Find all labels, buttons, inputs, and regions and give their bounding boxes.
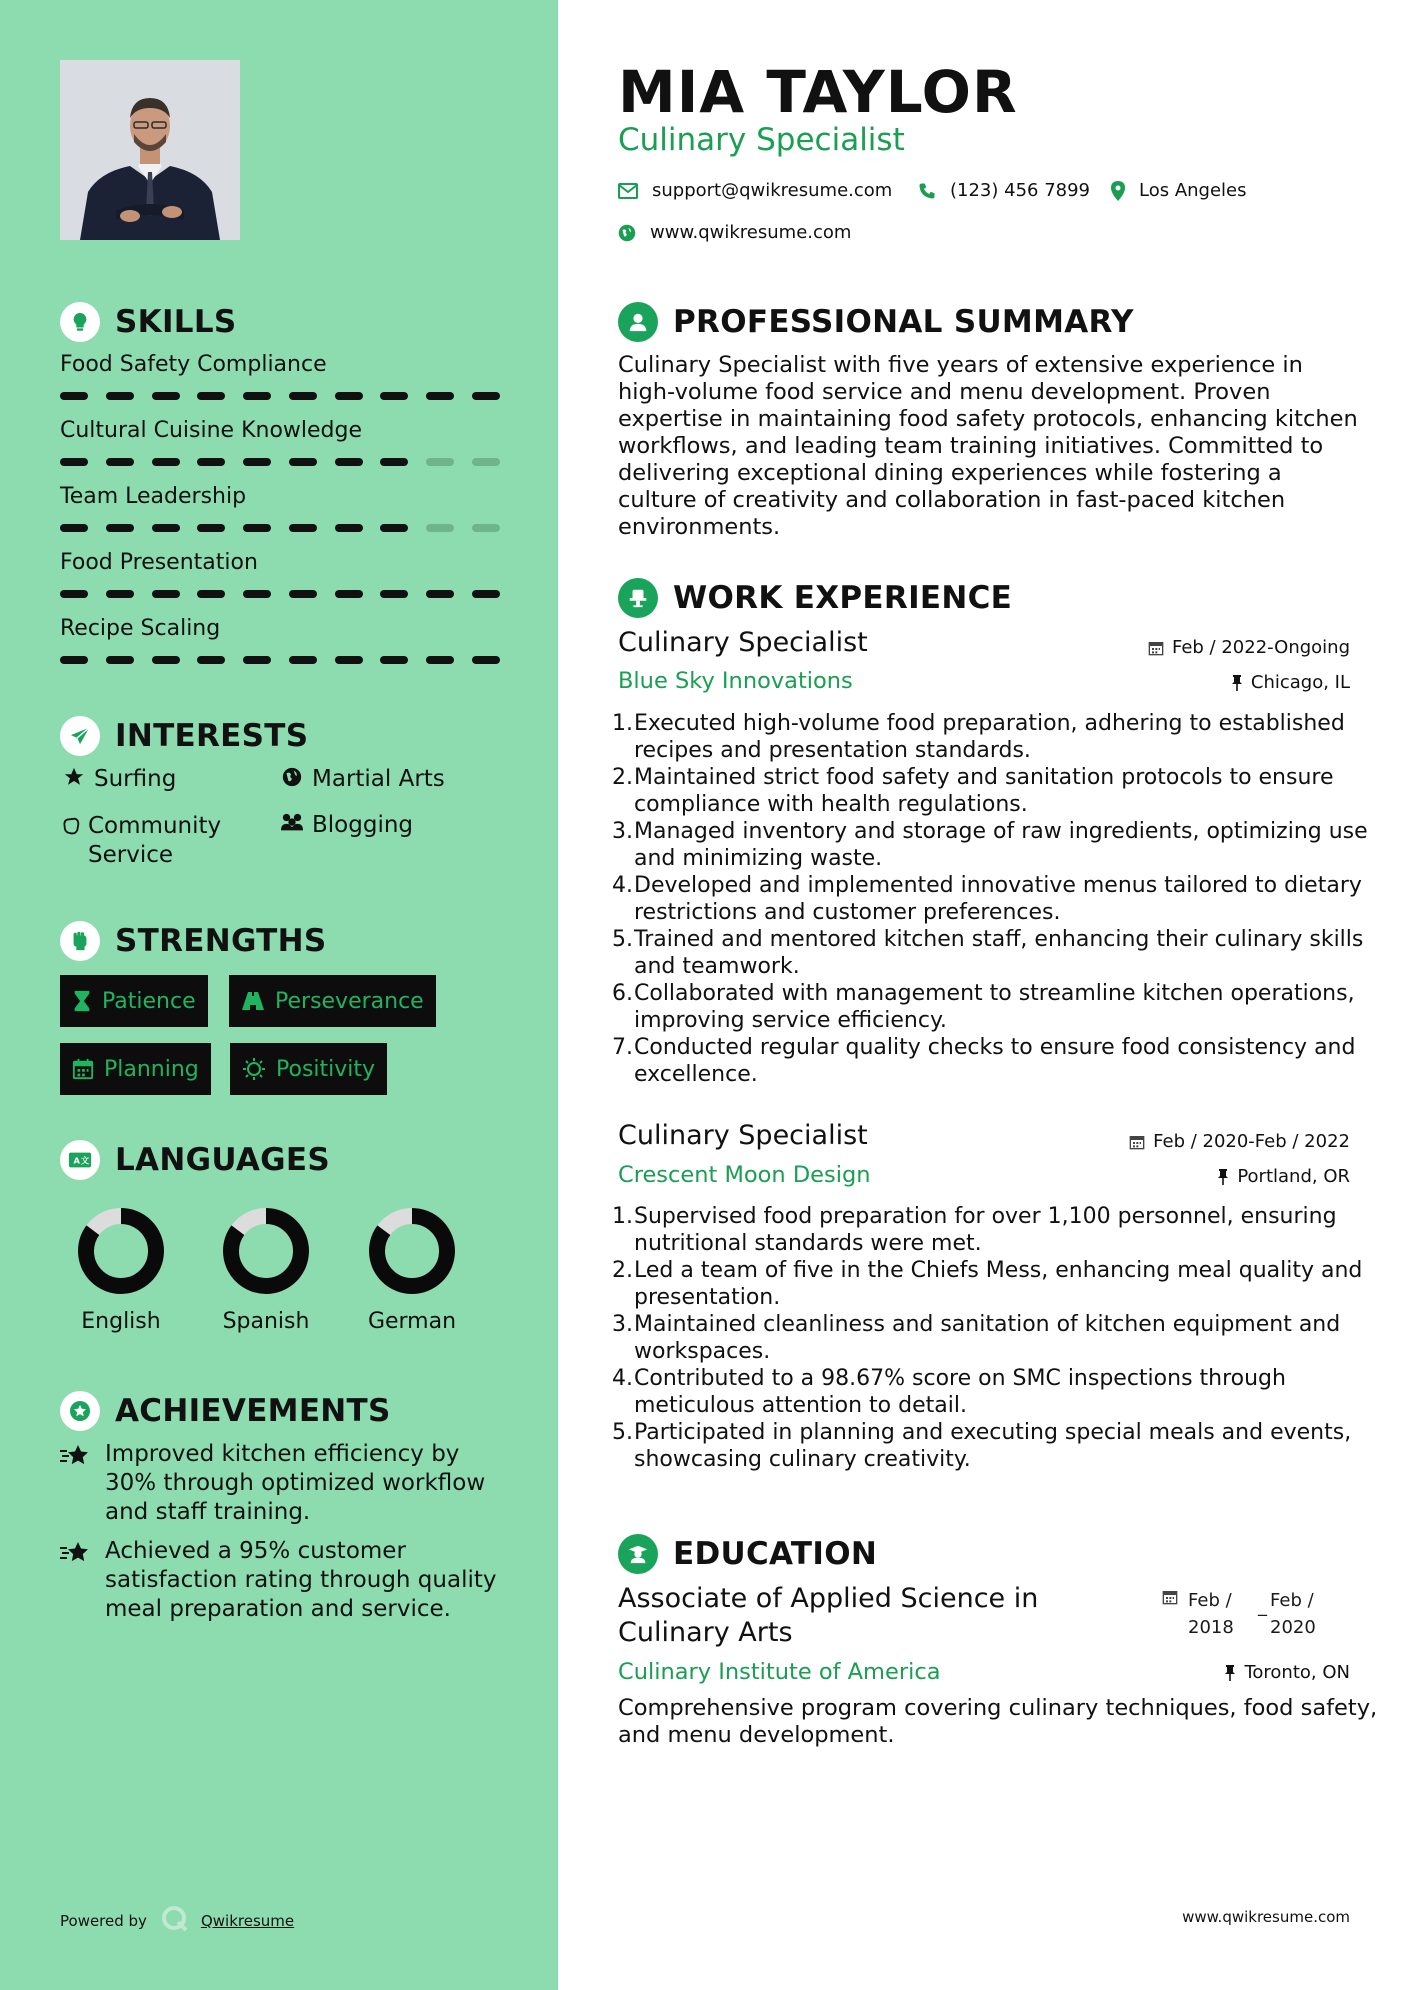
job-location [1231,672,1350,693]
strength-label: Perseverance [275,988,424,1014]
job-dates-text: Feb / 2020-Feb / 2022 [1153,1131,1350,1152]
date-separator: _ [1258,1596,1267,1617]
briefcase-icon [618,578,658,618]
candidate-name: MIA TAYLOR [618,58,1018,126]
skill-dash-filled [289,458,317,466]
strength-label: Planning [104,1056,199,1082]
skill-dash-filled [197,458,225,466]
achievements-heading [60,1391,391,1431]
job-location-text: Chicago, IL [1250,672,1350,693]
education-start [1188,1587,1234,1641]
duty-text: Led a team of five in the Chiefs Mess, enhancing meal quality and presentation. [634,1258,1363,1310]
skill-dash-filled [289,590,317,598]
education-end [1270,1587,1316,1641]
duty-text: Developed and implemented innovative menus tailored to dietary restrictions and customer preferences. [634,873,1362,925]
duty-text: Managed inventory and storage of raw ingredients, optimizing use and minimizing waste. [634,819,1368,871]
achievement-item [60,1537,500,1624]
skill-dash-empty [472,524,500,532]
skill-dash-filled [60,392,88,400]
skill-dash-filled [243,458,271,466]
qwikresume-logo-icon [161,1905,189,1937]
email-text[interactable]: support@qwikresume.com [652,180,893,201]
summary-title: PROFESSIONAL SUMMARY [673,304,1134,340]
duty-text: Collaborated with management to streamline kitchen operations, improving service efficiency. [634,981,1355,1033]
duty-item [612,710,1378,764]
education-title: EDUCATION [673,1536,878,1572]
strengths-title: STRENGTHS [115,923,327,959]
skill-dash-empty [426,524,454,532]
skill-dash-filled [152,656,180,664]
language-label: English [81,1309,161,1334]
candidate-title: Culinary Specialist [618,122,905,158]
skill-dash-filled [335,392,363,400]
globe-icon [618,224,636,242]
achievement-item [60,1440,500,1527]
skill-dash-filled [472,656,500,664]
skill-dash-filled [472,392,500,400]
summary-heading [618,302,1134,342]
skill-dash-filled [197,392,225,400]
languages-title: LANGUAGES [115,1142,330,1178]
calendar-icon [1162,1589,1178,1609]
profile-photo [60,60,240,240]
job-duties [612,710,1378,1088]
language-label: German [367,1309,457,1334]
job-location [1217,1166,1350,1187]
fist-icon [60,921,100,961]
company-name: Blue Sky Innovations [618,668,853,694]
duty-text: Participated in planning and executing special meals and events, showcasing culinary creativity. [634,1420,1352,1472]
degree-title: Associate of Applied Science in Culinary Arts [618,1583,1039,1648]
skill-dash-filled [289,656,317,664]
skill-dash-filled [472,590,500,598]
globe-icon [278,766,306,788]
duty-number: 1. [612,1204,633,1229]
paper-plane-icon [60,716,100,756]
duty-item [612,1311,1378,1365]
duty-number: 3. [612,1312,633,1337]
contact-location [1111,180,1247,201]
website-text[interactable]: www.qwikresume.com [650,222,852,243]
skill-dash-filled [426,590,454,598]
skill-dash-filled [152,524,180,532]
duty-text: Contributed to a 98.67% score on SMC inspections through meticulous attention to detail. [634,1366,1286,1418]
skill-dash-filled [289,524,317,532]
qwikresume-link[interactable]: Qwikresume [200,1912,295,1930]
job-dates [1129,1131,1350,1152]
job-duties [612,1203,1378,1473]
skill-dash-filled [106,392,134,400]
end-year: 2020 [1270,1617,1316,1638]
interest-item [278,812,413,838]
duty-number: 2. [612,765,633,790]
road-icon [241,991,265,1011]
skill-dash-empty [426,458,454,466]
duty-item [612,872,1378,926]
interest-item [60,766,176,792]
skill-dash-filled [106,590,134,598]
graduate-icon [618,1534,658,1574]
skill-dash-filled [380,656,408,664]
strength-tag [230,1043,387,1095]
strength-tag [60,975,208,1027]
award-icon [60,1391,100,1431]
duty-number: 5. [612,927,633,952]
skill-meter [60,590,500,598]
skill-dash-filled [197,524,225,532]
interest-label: Community Service [88,813,222,868]
achievement-text: Achieved a 95% customer satisfaction rating through quality meal preparation and service. [105,1538,497,1622]
powered-by-label: Powered by [60,1912,147,1930]
interests-title: INTERESTS [115,718,309,754]
skill-meter [60,458,500,466]
duty-item [612,1419,1378,1473]
strength-tag [229,975,436,1027]
strength-label: Patience [102,988,196,1014]
calendar-icon [1148,640,1164,656]
skill-meter [60,392,500,400]
phone-text: (123) 456 7899 [950,180,1091,201]
education-heading [618,1534,877,1574]
duty-item [612,1203,1378,1257]
experience-heading [618,578,1012,618]
interest-item [60,812,260,870]
skill-dash-filled [380,590,408,598]
achievement-text: Improved kitchen efficiency by 30% through optimized workflow and staff training. [105,1441,486,1525]
duty-number: 6. [612,981,633,1006]
star-badge-icon [60,1537,105,1624]
skill-dash-filled [335,656,363,664]
interest-label: Surfing [94,766,177,792]
sun-icon [242,1057,266,1081]
duty-item [612,1257,1378,1311]
end-month: Feb / [1270,1590,1314,1611]
job-title: Culinary Specialist [618,1120,868,1151]
start-year: 2018 [1188,1617,1234,1638]
footer-url[interactable]: www.qwikresume.com [1182,1908,1350,1926]
interest-item [278,766,445,792]
powered-by [60,1905,294,1937]
duty-number: 7. [612,1035,633,1060]
hand-icon [60,812,82,837]
duty-number: 2. [612,1258,633,1283]
duty-text: Supervised food preparation for over 1,100 personnel, ensuring nutritional standards were met. [634,1204,1337,1256]
start-month: Feb / [1188,1590,1232,1611]
education-location [1224,1662,1350,1683]
skill-dash-filled [106,524,134,532]
duty-item [612,764,1378,818]
duty-item [612,818,1378,872]
skill-dash-filled [152,392,180,400]
skill-dash-filled [152,458,180,466]
skill-label: Recipe Scaling [60,616,221,641]
sidebar [0,0,558,1990]
strengths-heading [60,921,326,961]
skill-meter [60,656,500,664]
skill-dash-filled [335,524,363,532]
duty-item [612,926,1378,980]
skill-dash-filled [243,656,271,664]
duty-number: 5. [612,1420,633,1445]
skill-dash-filled [60,524,88,532]
duty-text: Trained and mentored kitchen staff, enhancing their culinary skills and teamwork. [634,927,1364,979]
interests-heading [60,716,308,756]
duty-text: Conducted regular quality checks to ensure food consistency and excellence. [634,1035,1356,1087]
pin-icon [1224,1665,1236,1681]
skill-dash-filled [335,458,363,466]
language-donut [220,1205,312,1297]
skill-label: Cultural Cuisine Knowledge [60,418,363,443]
skill-label: Food Safety Compliance [60,352,327,377]
star-badge-icon [60,1440,105,1527]
skill-dash-filled [243,392,271,400]
svg-text:文: 文 [80,1155,90,1166]
duty-item [612,1365,1378,1419]
contact-email [618,180,892,201]
duty-number: 1. [612,711,633,736]
skill-dash-filled [60,656,88,664]
skills-heading [60,302,237,342]
envelope-icon [618,183,638,199]
pin-icon [1217,1169,1229,1185]
job-dates [1148,637,1350,658]
duty-text: Executed high-volume food preparation, adhering to established recipes and presentation standards. [634,711,1345,763]
duty-text: Maintained strict food safety and sanitation protocols to ensure compliance with health regulations. [634,765,1334,817]
duty-item [612,980,1378,1034]
contact-website [618,222,851,243]
user-icon [618,302,658,342]
language-donut [75,1205,167,1297]
duty-number: 3. [612,819,633,844]
skill-dash-filled [106,458,134,466]
contact-phone [918,180,1090,201]
school-name: Culinary Institute of America [618,1659,941,1685]
skill-dash-filled [197,590,225,598]
education-description: Comprehensive program covering culinary techniques, food safety, and menu development. [618,1695,1378,1748]
location-text: Los Angeles [1139,180,1247,201]
skill-dash-filled [335,590,363,598]
skill-dash-filled [60,590,88,598]
skill-meter [60,524,500,532]
star-icon [60,766,88,788]
phone-icon [918,182,936,200]
skill-dash-filled [380,458,408,466]
experience-title: WORK EXPERIENCE [673,580,1013,616]
skill-dash-filled [60,458,88,466]
strength-tag [60,1043,211,1095]
interest-label: Martial Arts [312,766,445,792]
company-name: Crescent Moon Design [618,1162,871,1188]
language-label: Spanish [222,1309,310,1334]
calendar-icon [72,1058,94,1080]
achievements-title: ACHIEVEMENTS [115,1393,391,1429]
skill-dash-filled [426,656,454,664]
svg-text:A: A [73,1155,81,1166]
summary-text: Culinary Specialist with five years of extensive experience in high-volume food service and menu development. Proven expertise in maintaining food safety protocols, enhancing kitchen workflows, and leading team training initiatives. Committed to delivering exceptional dining experiences while fostering a culture of creativity and collaboration in fast-paced kitchen environments. [618,352,1358,540]
job-title: Culinary Specialist [618,627,868,658]
main-content [558,0,1407,1990]
interest-label: Blogging [312,812,414,838]
duty-number: 4. [612,873,633,898]
lightbulb-icon [60,302,100,342]
skill-dash-filled [289,392,317,400]
language-icon [60,1140,100,1180]
skill-dash-filled [380,392,408,400]
skill-dash-filled [243,590,271,598]
skills-title: SKILLS [115,304,237,340]
skill-dash-filled [197,656,225,664]
calendar-icon [1129,1134,1145,1150]
map-marker-icon [1111,181,1125,201]
skill-dash-empty [472,458,500,466]
duty-item [612,1034,1378,1088]
duty-number: 4. [612,1366,633,1391]
job-dates-text: Feb / 2022-Ongoing [1171,637,1350,658]
skill-label: Team Leadership [60,484,247,509]
strength-label: Positivity [276,1056,376,1082]
skill-dash-filled [152,590,180,598]
languages-heading [60,1140,330,1180]
users-icon [278,812,306,834]
skill-dash-filled [380,524,408,532]
skill-dash-filled [106,656,134,664]
skill-dash-filled [243,524,271,532]
duty-text: Maintained cleanliness and sanitation of kitchen equipment and workspaces. [634,1312,1341,1364]
job-location-text: Portland, OR [1237,1166,1350,1187]
skill-label: Food Presentation [60,550,258,575]
hourglass-icon [72,990,92,1012]
pin-icon [1231,675,1243,691]
education-location-text: Toronto, ON [1244,1662,1350,1683]
language-donut [366,1205,458,1297]
skill-dash-filled [426,392,454,400]
